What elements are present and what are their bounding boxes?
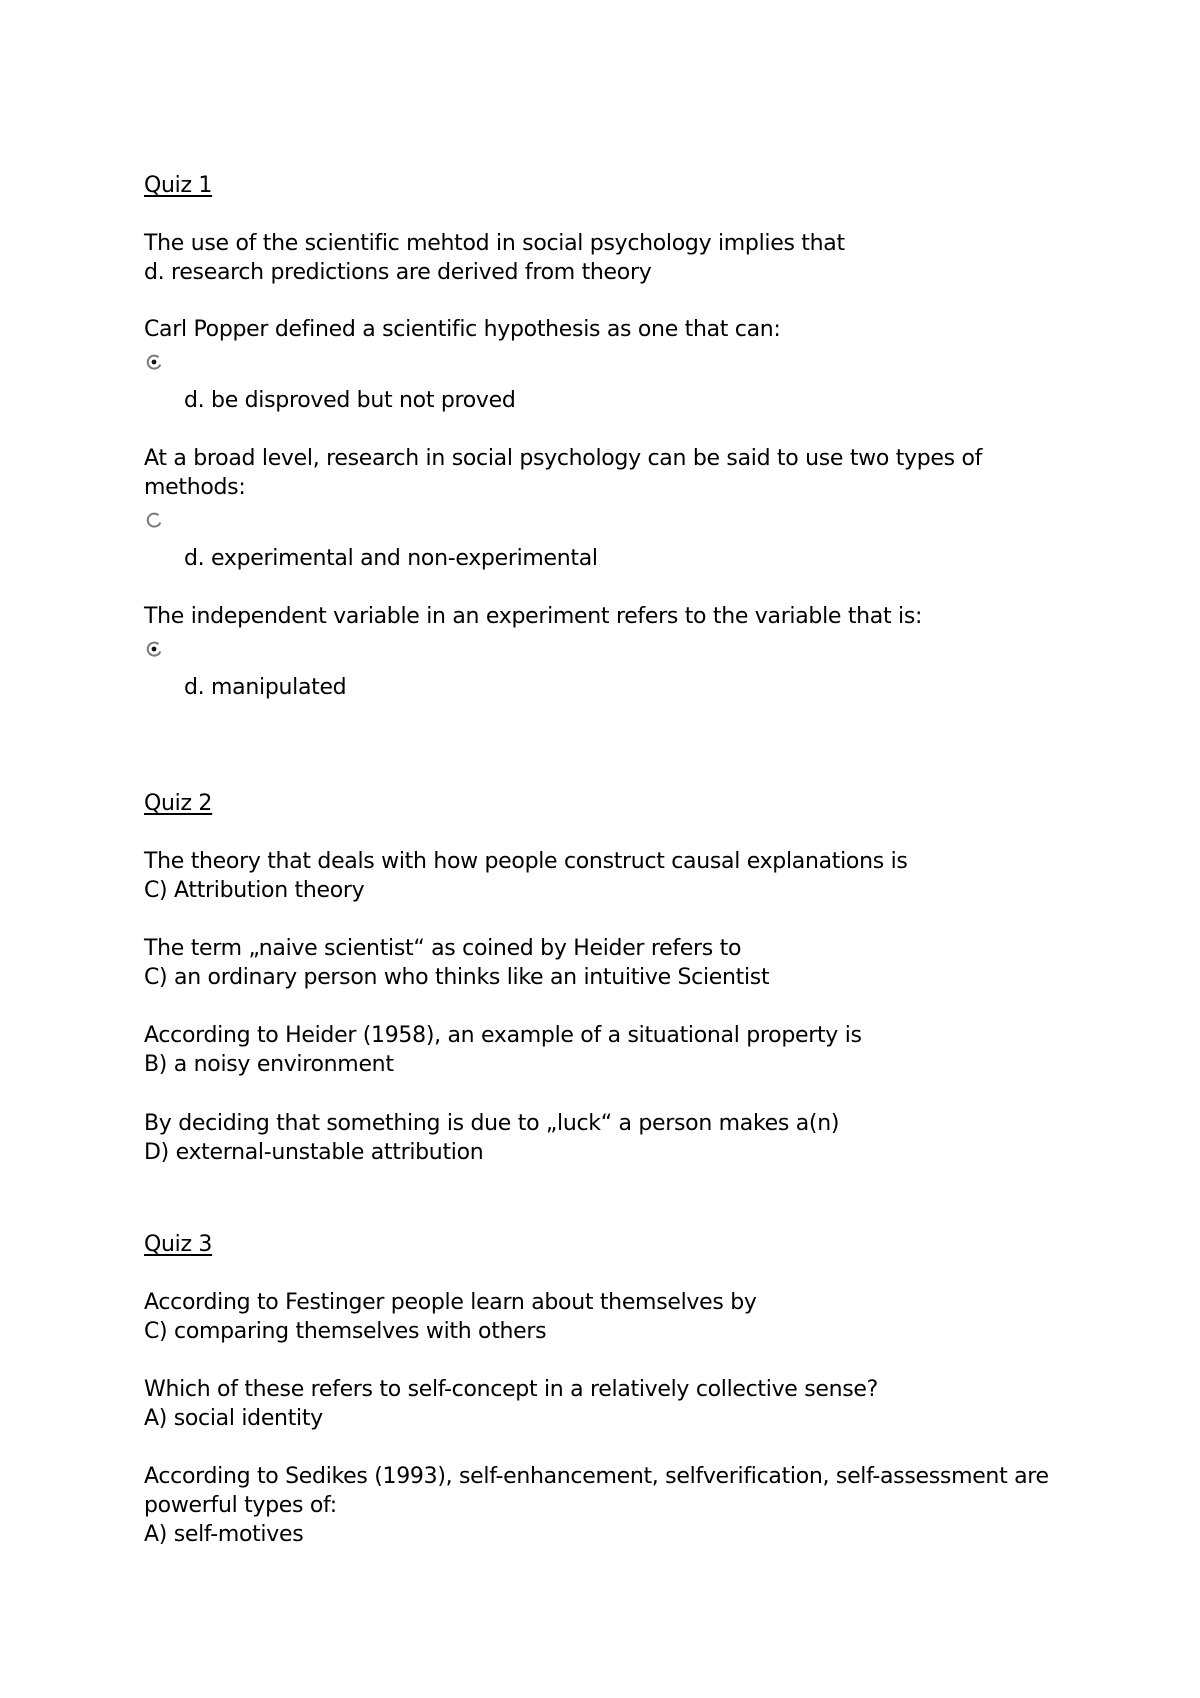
- quiz-1-question-1: The use of the scientific mehtod in social psychology implies that: [144, 231, 845, 256]
- quiz-3-answer-1: C) comparing themselves with others: [144, 1319, 547, 1344]
- quiz-3-question-1: According to Festinger people learn about themselves by: [144, 1290, 757, 1315]
- unselected-radio-icon: [146, 512, 162, 528]
- quiz-2-answer-2: C) an ordinary person who thinks like an intuitive Scientist: [144, 965, 770, 990]
- quiz-1-heading: Quiz 1: [144, 173, 213, 198]
- quiz-2-answer-4: D) external-unstable attribution: [144, 1140, 484, 1165]
- quiz-3-question-2: Which of these refers to self-concept in a relatively collective sense?: [144, 1377, 879, 1402]
- quiz-2-question-4: By deciding that something is due to „luck“ a person makes a(n): [144, 1111, 840, 1136]
- quiz-1-answer-3: d. experimental and non-experimental: [184, 546, 598, 571]
- quiz-2-answer-3: B) a noisy environment: [144, 1052, 394, 1077]
- quiz-1-answer-1: d. research predictions are derived from theory: [144, 260, 652, 285]
- quiz-3-answer-3: A) self-motives: [144, 1522, 304, 1547]
- quiz-3-heading: Quiz 3: [144, 1232, 213, 1257]
- selected-radio-icon: [146, 354, 162, 370]
- quiz-2-heading: Quiz 2: [144, 791, 213, 816]
- quiz-2-question-3: According to Heider (1958), an example of a situational property is: [144, 1023, 862, 1048]
- quiz-1-answer-4: d. manipulated: [184, 675, 347, 700]
- quiz-3-question-3-line-1: According to Sedikes (1993), self-enhancement, selfverification, self-assessment are: [144, 1464, 1049, 1489]
- quiz-1-question-3-line-1: At a broad level, research in social psychology can be said to use two types of: [144, 446, 983, 471]
- quiz-3-answer-2: A) social identity: [144, 1406, 323, 1431]
- quiz-2-question-1: The theory that deals with how people construct causal explanations is: [144, 849, 908, 874]
- selected-radio-icon: [146, 641, 162, 657]
- quiz-3-question-3-line-2: powerful types of:: [144, 1493, 337, 1518]
- quiz-2-question-2: The term „naive scientist“ as coined by Heider refers to: [144, 936, 742, 961]
- quiz-1-question-4: The independent variable in an experiment refers to the variable that is:: [144, 604, 923, 629]
- quiz-2-answer-1: C) Attribution theory: [144, 878, 365, 903]
- quiz-1-answer-2: d. be disproved but not proved: [184, 388, 516, 413]
- quiz-1-question-2: Carl Popper defined a scientific hypothesis as one that can:: [144, 317, 781, 342]
- quiz-1-question-3-line-2: methods:: [144, 475, 246, 500]
